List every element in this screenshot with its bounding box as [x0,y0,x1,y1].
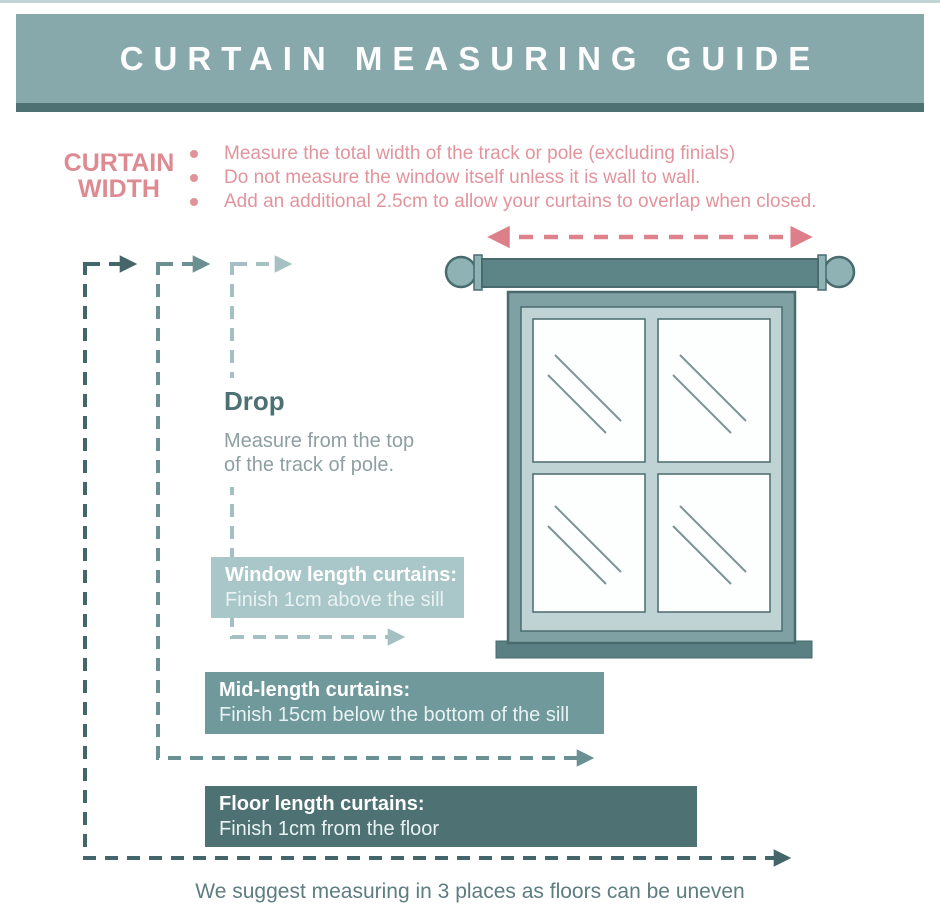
drop-section [216,378,450,487]
window-length-box [211,557,464,618]
footer-note: We suggest measuring in 3 places as floors can be uneven [195,880,745,903]
window-pane [658,474,770,612]
curtain-width-label: CURTAIN WIDTH [63,149,175,203]
pole-collar-right [818,255,826,290]
box-title: Window length curtains: [225,563,458,586]
floor-length-box [205,786,697,847]
pole-finial-left [446,257,476,287]
bullet-text: Measure the total width of the track or pole (excluding finials) [224,143,736,164]
window-pane [533,319,645,462]
drop-description [224,429,446,477]
box-subtitle: Finish 15cm below the bottom of the sill [219,704,570,726]
bullet-text: Add an additional 2.5cm to allow your curtains to overlap when closed. [224,191,817,212]
box-subtitle: Finish 1cm above the sill [225,588,444,611]
pole-collar-left [474,255,482,290]
page-title: CURTAIN MEASURING GUIDE [119,39,821,77]
box-subtitle: Finish 1cm from the floor [219,817,440,840]
bullet-text: Do not measure the window itself unless it is wall to wall. [224,167,701,188]
curtain-pole-illustration [446,255,854,290]
window-pane [658,319,770,462]
window-illustration [496,292,812,658]
mid-length-box [205,672,604,734]
window-pane [533,474,645,612]
box-title: Floor length curtains: [219,792,425,815]
pole-bar [482,259,818,287]
drop-heading: Drop [224,386,285,416]
box-title: Mid-length curtains: [219,679,411,701]
pole-finial-right [824,257,854,287]
drop-description-line: Measure from the top [224,430,415,452]
drop-description-line: of the track of pole. [224,454,395,476]
